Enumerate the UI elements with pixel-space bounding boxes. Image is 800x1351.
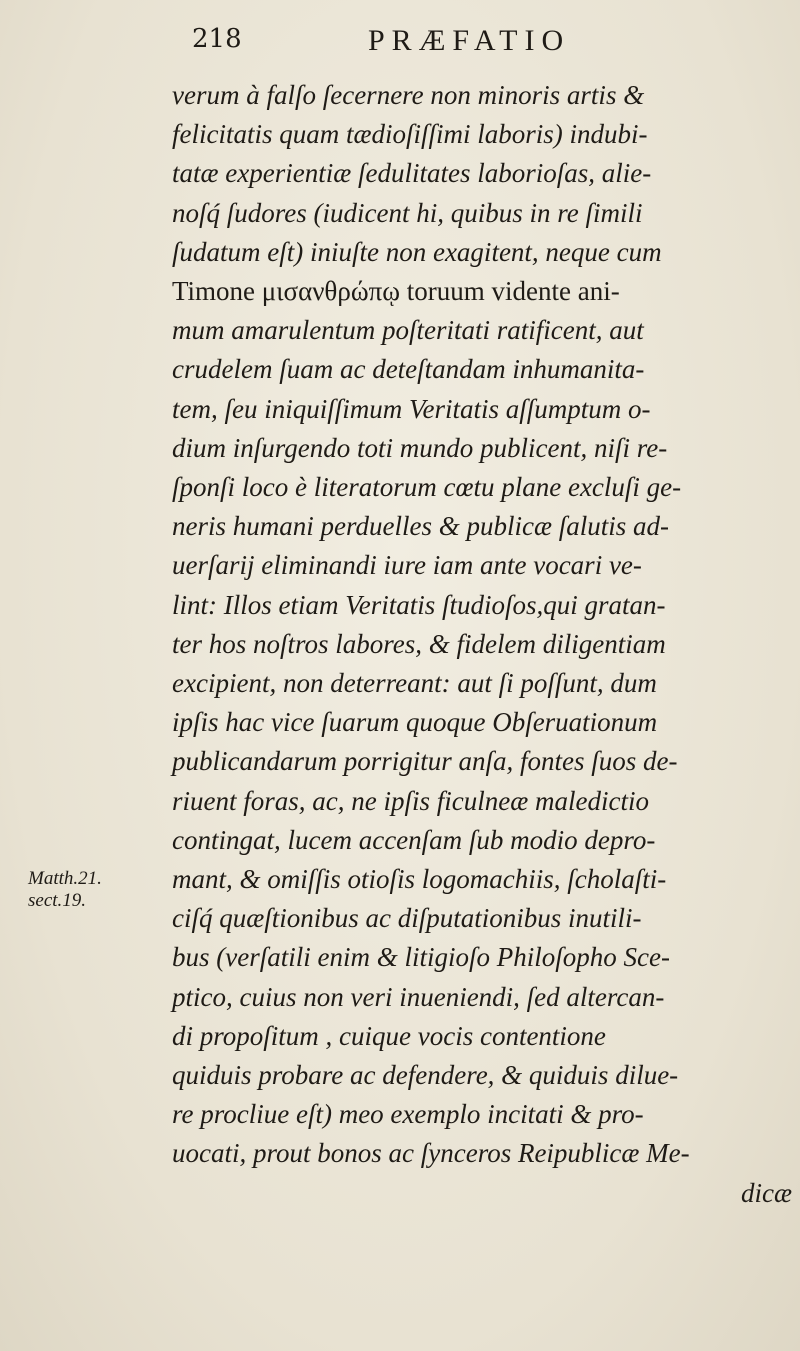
margin-note <box>28 868 148 912</box>
text-line: Timone μισανθρώπῳ toruum vidente ani- <box>172 276 620 307</box>
text-line: mum amarulentum poſteritati ratificent, aut <box>172 315 644 346</box>
text-line: neris humani perduelles & publicæ ſalutis ad- <box>172 511 669 542</box>
text-line: publicandarum porrigitur anſa, fontes ſuos de- <box>172 746 678 777</box>
catchword: dicæ <box>741 1177 792 1208</box>
text-line: mant, & omiſſis otioſis logomachiis, ſcholaſti- <box>172 864 667 895</box>
text-line: di propoſitum , cuique vocis contentione <box>172 1020 606 1051</box>
text-line: tatæ experientiæ ſedulitates laborioſas, alie- <box>172 158 652 189</box>
text-line: ptico, cuius non veri inueniendi, ſed altercan- <box>172 981 665 1012</box>
text-line: contingat, lucem accenſam ſub modio depro- <box>172 824 656 855</box>
text-line: noſq́ ſudores (iudicent hi, quibus in re ſimili <box>172 197 643 228</box>
text-line: uocati, prout bonos ac ſynceros Reipublicæ Me- <box>172 1138 690 1169</box>
margin-note-line: Matth.21. <box>28 868 102 889</box>
text-line: excipient, non deterreant: aut ſi poſſunt, dum <box>172 668 657 699</box>
text-line: ſponſi loco è literatorum cœtu plane excluſi ge- <box>172 472 682 503</box>
text-line: quiduis probare ac defendere, & quiduis dilue- <box>172 1060 679 1091</box>
page-header <box>0 10 800 70</box>
running-title: PRÆFATIO <box>368 24 571 57</box>
text-line: uerſarij eliminandi iure iam ante vocari ve- <box>172 550 642 581</box>
text-line: ſudatum eſt) iniuſte non exagitent, neque cum <box>172 236 662 267</box>
text-line: bus (verſatili enim & litigioſo Philoſopho Sce- <box>172 942 670 973</box>
text-line: dium inſurgendo toti mundo publicent, niſi re- <box>172 432 668 463</box>
text-line: felicitatis quam tædioſiſſimi laboris) indubi- <box>172 119 648 150</box>
text-line: verum à falſo ſecernere non minoris artis & <box>172 80 645 110</box>
text-line: ciſq́ quæſtionibus ac diſputationibus inutili- <box>172 903 642 934</box>
text-line: crudelem ſuam ac deteſtandam inhumanita- <box>172 354 645 385</box>
text-line: riuent foras, ac, ne ipſis ficulneæ maledictio <box>172 785 649 816</box>
text-line: ter hos noſtros labores, & fidelem diligentiam <box>172 628 666 659</box>
margin-note-line: sect.19. <box>28 890 87 911</box>
page-number: 218 <box>192 24 242 54</box>
body-text <box>172 76 792 1213</box>
text-line: re procliue eſt) meo exemplo incitati & pro- <box>172 1099 644 1130</box>
text-line: lint: Illos etiam Veritatis ſtudioſos,qui gratan- <box>172 589 666 620</box>
text-line: tem, ſeu iniquiſſimum Veritatis aſſumptum o- <box>172 393 651 424</box>
text-line: ipſis hac vice ſuarum quoque Obſeruationum <box>172 707 658 738</box>
